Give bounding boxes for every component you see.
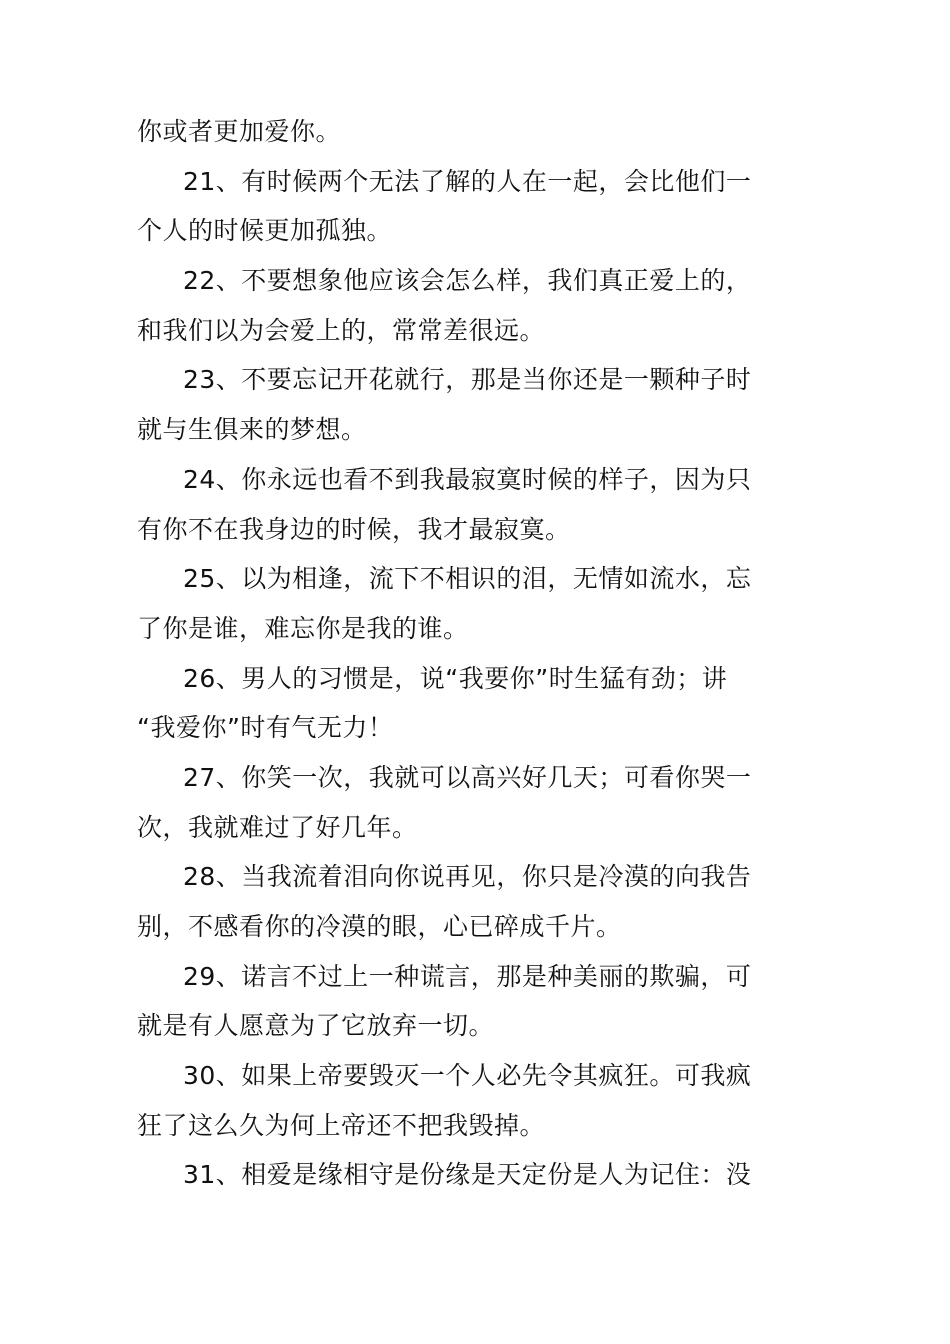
text-line: 31、相爱是缘相守是份缘是天定份是人为记住：没: [183, 1160, 752, 1190]
text-line: 狂了这么久为何上帝还不把我毁掉。: [137, 1110, 546, 1140]
text-line: “我爱你”时有气无力！: [137, 713, 394, 743]
text-line: 别，不感看你的冷漠的眼，心已碎成千片。: [137, 912, 622, 941]
text-line: 22、不要想象他应该会怎么样，我们真正爱上的，: [183, 266, 752, 296]
text-line: 25、以为相逢，流下不相识的泪，无情如流水，忘: [183, 564, 752, 594]
text-line: 就与生俱来的梦想。: [137, 415, 367, 445]
text-line: 了你是谁，难忘你是我的谁。: [137, 613, 469, 643]
text-line: 24、你永远也看不到我最寂寞时候的样子，因为只: [183, 464, 752, 494]
text-line: 21、有时候两个无法了解的人在一起，会比他们一: [183, 166, 752, 196]
text-line: 就是有人愿意为了它放弃一切。: [137, 1011, 495, 1041]
text-line: 有你不在我身边的时候，我才最寂寞。: [137, 514, 571, 544]
text-line: 30、如果上帝要毁灭一个人必先令其疯狂。可我疯: [183, 1061, 752, 1091]
document-body: [137, 107, 797, 1200]
text-line: 个人的时候更加孤独。: [137, 216, 393, 246]
text-line: 26、男人的习惯是，说“我要你”时生猛有劲；讲: [183, 663, 728, 693]
text-line: 27、你笑一次，我就可以高兴好几天；可看你哭一: [183, 762, 752, 792]
text-line: 和我们以为会爱上的，常常差很远。: [137, 315, 546, 345]
text-line: 次，我就难过了好几年。: [137, 812, 418, 842]
text-line: 23、不要忘记开花就行，那是当你还是一颗种子时: [183, 365, 752, 395]
text-line: 你或者更加爱你。: [137, 117, 342, 146]
text-line: 29、诺言不过上一种谎言，那是种美丽的欺骗，可: [183, 961, 752, 991]
text-line: 28、当我流着泪向你说再见，你只是冷漠的向我告: [183, 862, 752, 892]
